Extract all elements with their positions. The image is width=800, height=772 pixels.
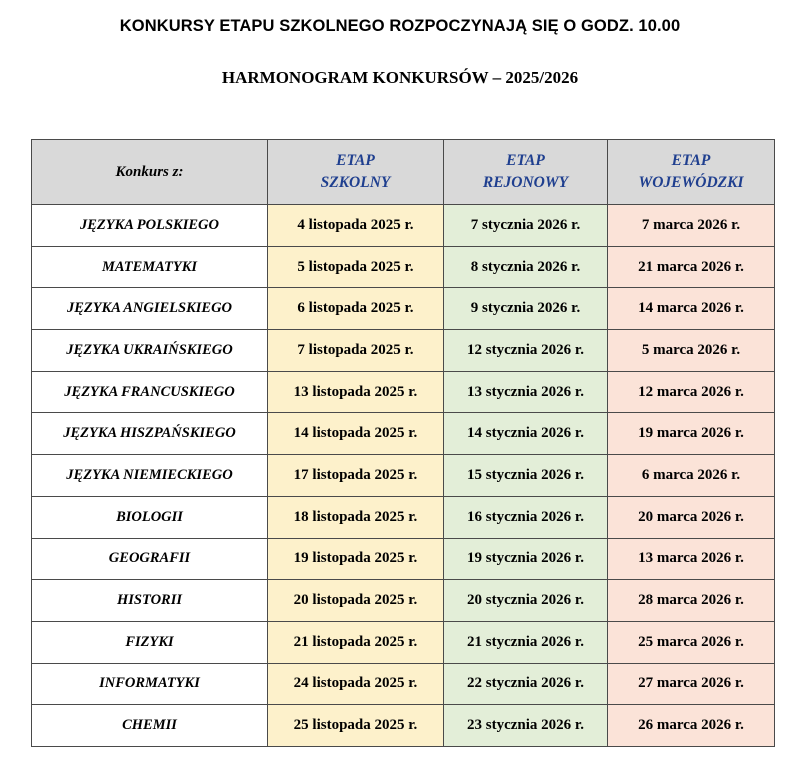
table-row (32, 455, 775, 497)
date-wojewodzki: 13 marca 2026 r. (608, 538, 775, 580)
date-rejonowy: 22 stycznia 2026 r. (444, 663, 608, 705)
table-row (32, 371, 775, 413)
date-szkolny: 5 listopada 2025 r. (268, 246, 444, 288)
contest-name: INFORMATYKI (32, 663, 268, 705)
page-heading: KONKURSY ETAPU SZKOLNEGO ROZPOCZYNAJĄ SIĘ O GODZ. 10.00 (119, 17, 681, 35)
header-etap-rejonowy-line1: ETAP (506, 152, 545, 169)
table-row (32, 538, 775, 580)
table-row (32, 413, 775, 455)
date-wojewodzki: 28 marca 2026 r. (608, 580, 775, 622)
header-etap-wojewodzki-line1: ETAP (671, 152, 711, 169)
date-rejonowy: 15 stycznia 2026 r. (444, 455, 608, 497)
date-szkolny: 25 listopada 2025 r. (268, 705, 444, 747)
contest-name: GEOGRAFII (32, 538, 268, 580)
date-szkolny: 19 listopada 2025 r. (268, 538, 444, 580)
contest-name: JĘZYKA NIEMIECKIEGO (32, 455, 268, 497)
table-row (32, 246, 775, 288)
date-wojewodzki: 14 marca 2026 r. (608, 288, 775, 330)
header-etap-szkolny (268, 140, 444, 205)
date-wojewodzki: 26 marca 2026 r. (608, 705, 775, 747)
date-szkolny: 14 listopada 2025 r. (268, 413, 444, 455)
table-row (32, 330, 775, 372)
contest-name: JĘZYKA POLSKIEGO (32, 205, 268, 247)
date-rejonowy: 16 stycznia 2026 r. (444, 496, 608, 538)
date-rejonowy: 21 stycznia 2026 r. (444, 621, 608, 663)
date-szkolny: 4 listopada 2025 r. (268, 205, 444, 247)
table-row (32, 205, 775, 247)
header-etap-wojewodzki (608, 140, 775, 205)
header-etap-szkolny-line1: ETAP (336, 152, 375, 169)
date-szkolny: 20 listopada 2025 r. (268, 580, 444, 622)
date-szkolny: 17 listopada 2025 r. (268, 455, 444, 497)
date-wojewodzki: 27 marca 2026 r. (608, 663, 775, 705)
date-rejonowy: 14 stycznia 2026 r. (444, 413, 608, 455)
contest-name: JĘZYKA ANGIELSKIEGO (32, 288, 268, 330)
contest-name: FIZYKI (32, 621, 268, 663)
table-row (32, 496, 775, 538)
date-szkolny: 18 listopada 2025 r. (268, 496, 444, 538)
date-wojewodzki: 12 marca 2026 r. (608, 371, 775, 413)
date-rejonowy: 12 stycznia 2026 r. (444, 330, 608, 372)
table-row (32, 288, 775, 330)
table-row (32, 580, 775, 622)
header-konkurs: Konkurs z: (32, 140, 268, 205)
page-subheading: HARMONOGRAM KONKURSÓW – 2025/2026 (221, 68, 579, 87)
table-body (32, 205, 775, 747)
contest-name: BIOLOGII (32, 496, 268, 538)
date-wojewodzki: 25 marca 2026 r. (608, 621, 775, 663)
contest-name: JĘZYKA FRANCUSKIEGO (32, 371, 268, 413)
date-rejonowy: 9 stycznia 2026 r. (444, 288, 608, 330)
date-wojewodzki: 19 marca 2026 r. (608, 413, 775, 455)
date-rejonowy: 23 stycznia 2026 r. (444, 705, 608, 747)
table-row (32, 705, 775, 747)
date-rejonowy: 20 stycznia 2026 r. (444, 580, 608, 622)
date-rejonowy: 13 stycznia 2026 r. (444, 371, 608, 413)
date-wojewodzki: 21 marca 2026 r. (608, 246, 775, 288)
date-wojewodzki: 20 marca 2026 r. (608, 496, 775, 538)
date-rejonowy: 7 stycznia 2026 r. (444, 205, 608, 247)
contest-name: JĘZYKA HISZPAŃSKIEGO (32, 413, 268, 455)
contest-name: JĘZYKA UKRAIŃSKIEGO (32, 330, 268, 372)
header-row (32, 140, 775, 205)
date-szkolny: 21 listopada 2025 r. (268, 621, 444, 663)
contest-name: CHEMII (32, 705, 268, 747)
table-row (32, 621, 775, 663)
header-etap-rejonowy (444, 140, 608, 205)
header-etap-szkolny-line2: SZKOLNY (320, 174, 391, 191)
table-header (32, 140, 775, 205)
date-wojewodzki: 5 marca 2026 r. (608, 330, 775, 372)
date-szkolny: 13 listopada 2025 r. (268, 371, 444, 413)
date-rejonowy: 19 stycznia 2026 r. (444, 538, 608, 580)
date-wojewodzki: 6 marca 2026 r. (608, 455, 775, 497)
contest-name: MATEMATYKI (32, 246, 268, 288)
date-rejonowy: 8 stycznia 2026 r. (444, 246, 608, 288)
table-row (32, 663, 775, 705)
header-etap-wojewodzki-line2: WOJEWÓDZKI (638, 174, 744, 191)
contest-name: HISTORII (32, 580, 268, 622)
date-wojewodzki: 7 marca 2026 r. (608, 205, 775, 247)
schedule-table (31, 139, 775, 747)
date-szkolny: 24 listopada 2025 r. (268, 663, 444, 705)
date-szkolny: 7 listopada 2025 r. (268, 330, 444, 372)
header-etap-rejonowy-line2: REJONOWY (482, 174, 569, 191)
date-szkolny: 6 listopada 2025 r. (268, 288, 444, 330)
